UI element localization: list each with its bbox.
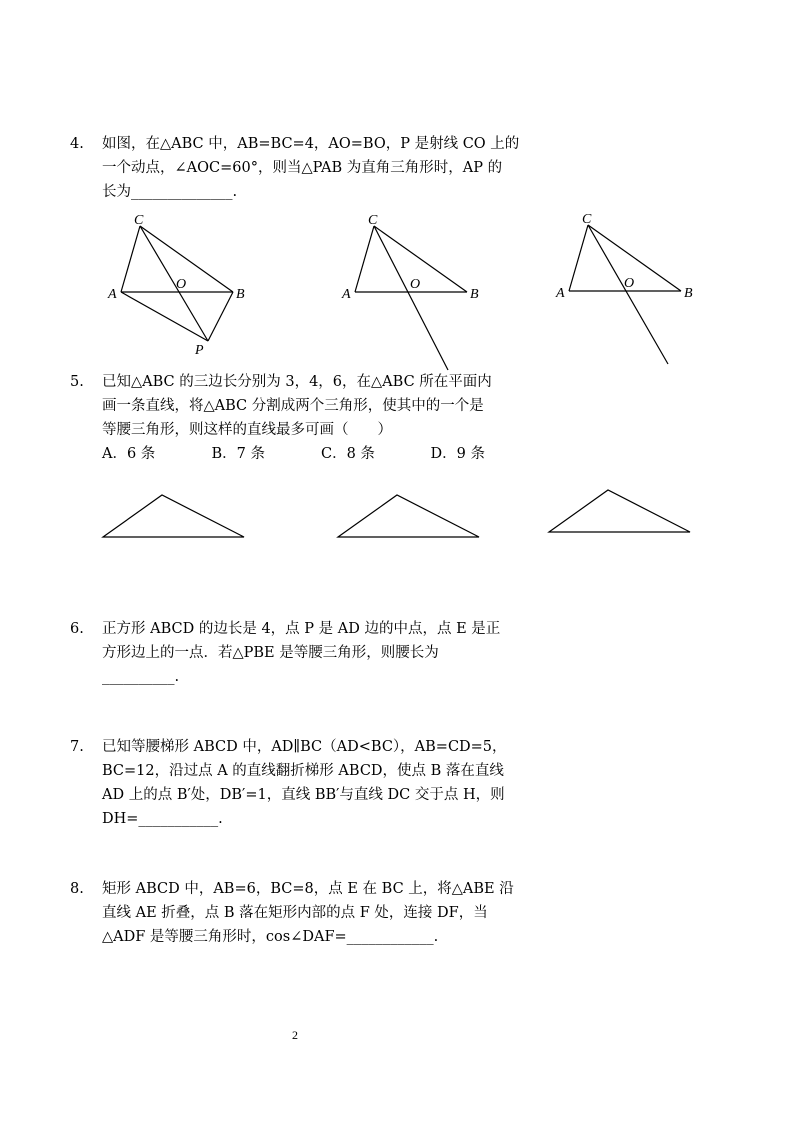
question-number: 6. [70, 621, 84, 637]
option-a: A．6 条 [102, 446, 156, 462]
question-line: △ADF 是等腰三角形时，cos∠DAF=____________. [102, 929, 439, 945]
question-line: BC=12，沿过点 A 的直线翻折梯形 ABCD，使点 B 落在直线 [102, 763, 504, 779]
question-line: 已知等腰梯形 ABCD 中，AD∥BC（AD<BC），AB=CD=5， [102, 739, 507, 755]
question-number: 4. [70, 136, 84, 152]
question-line: 直线 AE 折叠，点 B 落在矩形内部的点 F 处，连接 DF，当 [102, 905, 488, 921]
question-line: 等腰三角形，则这样的直线最多可画（ ） [102, 422, 392, 438]
option-c: C．8 条 [321, 446, 375, 462]
question-line: 方形边上的一点．若△PBE 是等腰三角形，则腰长为 [102, 645, 439, 661]
question-line: __________. [102, 669, 180, 685]
question-line: 正方形 ABCD 的边长是 4，点 P 是 AD 边的中点，点 E 是正 [102, 621, 501, 637]
label-b: B [684, 286, 693, 301]
option-d: D．9 条 [430, 446, 485, 462]
question-line: AD 上的点 B′处，DB′=1，直线 BB′与直线 DC 交于点 H，则 [102, 787, 505, 803]
label-p: P [195, 343, 204, 358]
question-7 [70, 735, 540, 831]
question-line: 画一条直线，将△ABC 分割成两个三角形，使其中的一个是 [102, 398, 484, 414]
label-b: B [236, 287, 245, 302]
label-c: C [134, 213, 144, 228]
label-o: O [410, 277, 421, 292]
triangle-1 [103, 495, 244, 537]
label-o: O [624, 276, 635, 291]
question-number: 5. [70, 374, 84, 390]
question-line: 长为______________. [102, 184, 238, 200]
triangle-3 [549, 490, 690, 532]
label-a: A [108, 287, 117, 302]
label-c: C [368, 213, 378, 228]
label-b: B [470, 287, 479, 302]
question-number: 7. [70, 739, 84, 755]
question-line: 一个动点，∠AOC=60°，则当△PAB 为直角三角形时，AP 的 [102, 160, 503, 176]
question-8 [70, 877, 540, 949]
label-o: O [176, 277, 187, 292]
label-c: C [582, 212, 592, 227]
question-text [102, 877, 540, 949]
option-b: B．7 条 [211, 446, 265, 462]
label-a: A [342, 287, 351, 302]
label-a: A [556, 286, 565, 301]
triangle-2 [338, 495, 479, 537]
question-number: 8. [70, 881, 84, 897]
question-text [102, 617, 540, 689]
question-6 [70, 617, 540, 689]
question-line: 矩形 ABCD 中，AB=6，BC=8，点 E 在 BC 上，将△ABE 沿 [102, 881, 514, 897]
question-line: 如图，在△ABC 中，AB=BC=4，AO=BO，P 是射线 CO 上的 [102, 136, 520, 152]
page-number: 2 [292, 1028, 298, 1042]
question-line: DH=___________. [102, 811, 223, 827]
question-line: 已知△ABC 的三边长分别为 3，4，6，在△ABC 所在平面内 [102, 374, 492, 390]
question-text [102, 735, 540, 831]
